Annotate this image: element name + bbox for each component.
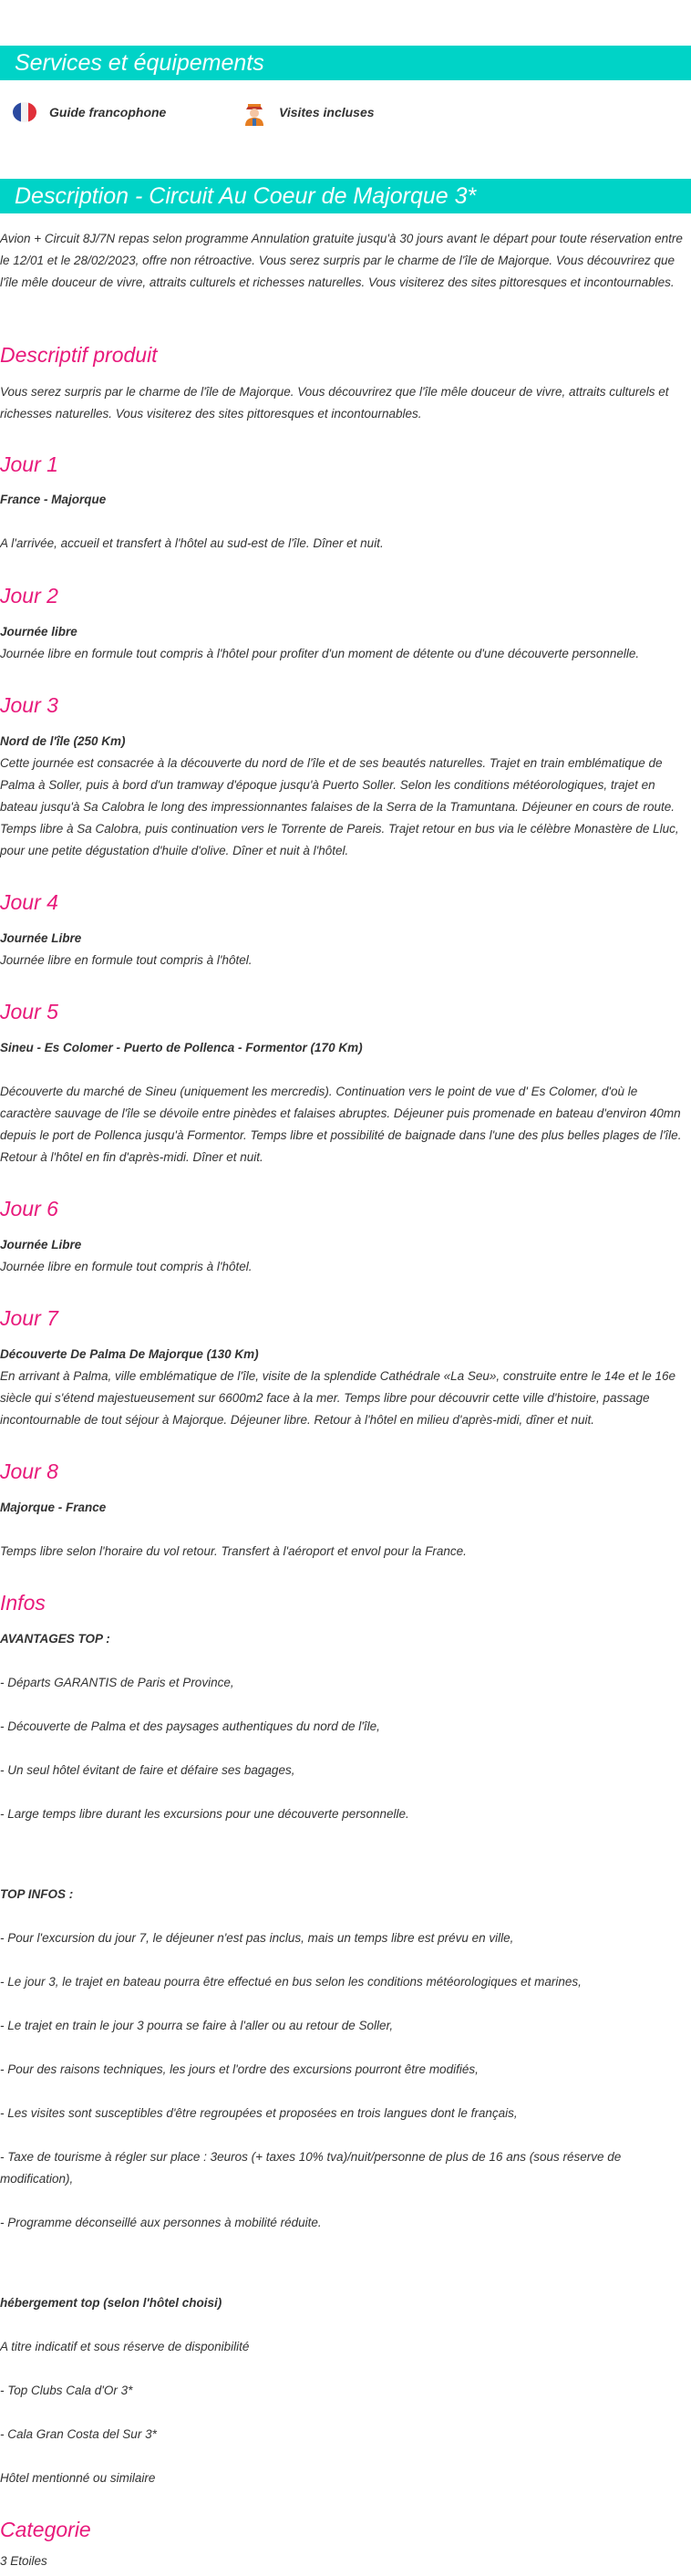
day-subtitle: Nord de l'île (250 Km) [0,734,126,748]
day-text: A l'arrivée, accueil et transfert à l'hôtel au sud-est de l'île. Dîner et nuit. [0,536,384,550]
service-label: Guide francophone [49,105,167,119]
day-subtitle: Journée libre [0,625,77,639]
day-text: Journée libre en formule tout compris à l'hôtel. [0,953,253,967]
avantages-title: AVANTAGES TOP : [0,1632,110,1646]
list-item: - Départs GARANTIS de Paris et Province, [0,1676,234,1689]
day-title: Jour 3 [0,693,58,717]
day-title: Jour 4 [0,890,58,914]
hebergement-title: hébergement top (selon l'hôtel choisi) [0,2296,222,2310]
list-item: - Le trajet en train le jour 3 pourra se faire à l'aller ou au retour de Soller, [0,2019,394,2032]
service-label: Visites incluses [279,105,375,119]
day-title: Jour 8 [0,1459,58,1483]
hotel-item: - Cala Gran Costa del Sur 3* [0,2427,157,2441]
infos-title: Infos [0,1591,46,1615]
day-text: Cette journée est consacrée à la découverte du nord de l'île et de ses beautés naturelles. Trajet en train emblématique de Palma à Soller, puis à bord d'un tramway d'époque jusqu'à Puerto Soller. Selon les conditions météorologiques, trajet en bateau jusqu'à Sa Calobra le long des impressionnantes falaises de la Serra de la Tramuntana. Déjeuner en cours de route. Temps libre à Sa Calobra, puis continuation vers le Torrente de Pareis. Trajet retour en bus via le célèbre Monastère de Lluc, pour une petite dégustation d'huile d'olive. Dîner et nuit à l'hôtel. [0,756,679,857]
day-title: Jour 1 [0,452,58,476]
french-flag-icon [13,102,36,122]
day-subtitle: Découverte De Palma De Majorque (130 Km) [0,1347,259,1361]
day-subtitle: Majorque - France [0,1501,107,1514]
hotel-item: - Top Clubs Cala d'Or 3* [0,2384,133,2397]
descriptif-text: Vous serez surpris par le charme de l'île de Majorque. Vous découvrirez que l'île mêle douceur de vivre, attraits culturels et richesses naturelles. Vous visiterez des sites pittoresques et incontournables. [0,385,669,421]
hotel-footer: Hôtel mentionné ou similaire [0,2471,156,2485]
description-banner: Description - Circuit Au Coeur de Majorque 3* [0,179,691,213]
descriptif-title: Descriptif produit [0,343,158,367]
list-item: - Découverte de Palma et des paysages authentiques du nord de l'île, [0,1719,380,1733]
hebergement-note: A titre indicatif et sous réserve de disponibilité [0,2340,250,2353]
list-item: - Un seul hôtel évitant de faire et défaire ses bagages, [0,1763,295,1777]
list-item: - Large temps libre durant les excursions pour une découverte personnelle. [0,1807,409,1821]
day-subtitle: Sineu - Es Colomer - Puerto de Pollenca - Formentor (170 Km) [0,1041,363,1054]
services-banner: Services et équipements [0,46,691,80]
list-item: - Programme déconseillé aux personnes à mobilité réduite. [0,2216,322,2229]
categorie-value: 3 Etoiles [0,2554,47,2568]
description-text: Avion + Circuit 8J/7N repas selon programme Annulation gratuite jusqu'à 30 jours avant le départ pour toute réservation entre le 12/01 et le 28/02/2023, offre non rétroactive. Vous serez surpris par le charme de l'île de Majorque. Vous découvrirez que l'île mêle douceur de vivre, attraits culturels et richesses naturelles. Vous visiterez des sites pittoresques et incontournables. [0,232,683,289]
tour-guide-icon [241,99,268,126]
day-subtitle: France - Majorque [0,493,107,506]
day-text: Temps libre selon l'horaire du vol retour. Transfert à l'aéroport et envol pour la France. [0,1544,467,1558]
list-item: - Pour l'excursion du jour 7, le déjeuner n'est pas inclus, mais un temps libre est prévu en ville, [0,1931,514,1945]
list-item: - Les visites sont susceptibles d'être regroupées et proposées en trois langues dont le français, [0,2106,518,2120]
service-item-guide [13,99,166,126]
day-text: Découverte du marché de Sineu (uniquement les mercredis). Continuation vers le point de vue d' Es Colomer, d'où le caractère sauvage de l'île se dévoile entre pinèdes et falaises abruptes. Déjeuner puis promenade en bateau d'environ 40mn depuis le port de Pollenca jusqu'à Formentor. Temps libre et possibilité de baignade dans l'une des plus belles plages de l'île. Retour à l'hôtel en fin d'après-midi. Dîner et nuit. [0,1085,682,1164]
day-subtitle: Journée Libre [0,931,82,945]
day-title: Jour 7 [0,1306,58,1330]
day-text: Journée libre en formule tout compris à l'hôtel pour profiter d'un moment de détente ou d'une découverte personnelle. [0,647,640,660]
service-item-visits [241,99,375,126]
day-subtitle: Journée Libre [0,1238,82,1252]
list-item: - Taxe de tourisme à régler sur place : 3euros (+ taxes 10% tva)/nuit/personne de plus de 16 ans (sous réserve de modification), [0,2150,622,2186]
day-title: Jour 2 [0,584,58,608]
day-title: Jour 5 [0,1000,58,1023]
list-item: - Pour des raisons techniques, les jours et l'ordre des excursions pourront être modifiés, [0,2062,479,2076]
list-item: - Le jour 3, le trajet en bateau pourra être effectué en bus selon les conditions météorologiques et marines, [0,1975,582,1989]
day-title: Jour 6 [0,1197,58,1220]
day-text: En arrivant à Palma, ville emblématique de l'île, visite de la splendide Cathédrale «La Seu», construite entre le 14e et le 16e siècle qui s'étend majestueusement sur 6600m2 face à la mer. Temps libre pour découvrir cette ville d'histoire, passage incontournable de tout séjour à Majorque. Déjeuner libre. Retour à l'hôtel en milieu d'après-midi, dîner et nuit. [0,1369,676,1427]
day-text: Journée libre en formule tout compris à l'hôtel. [0,1260,253,1273]
top-infos-title: TOP INFOS : [0,1887,74,1901]
categorie-title: Categorie [0,2518,91,2541]
